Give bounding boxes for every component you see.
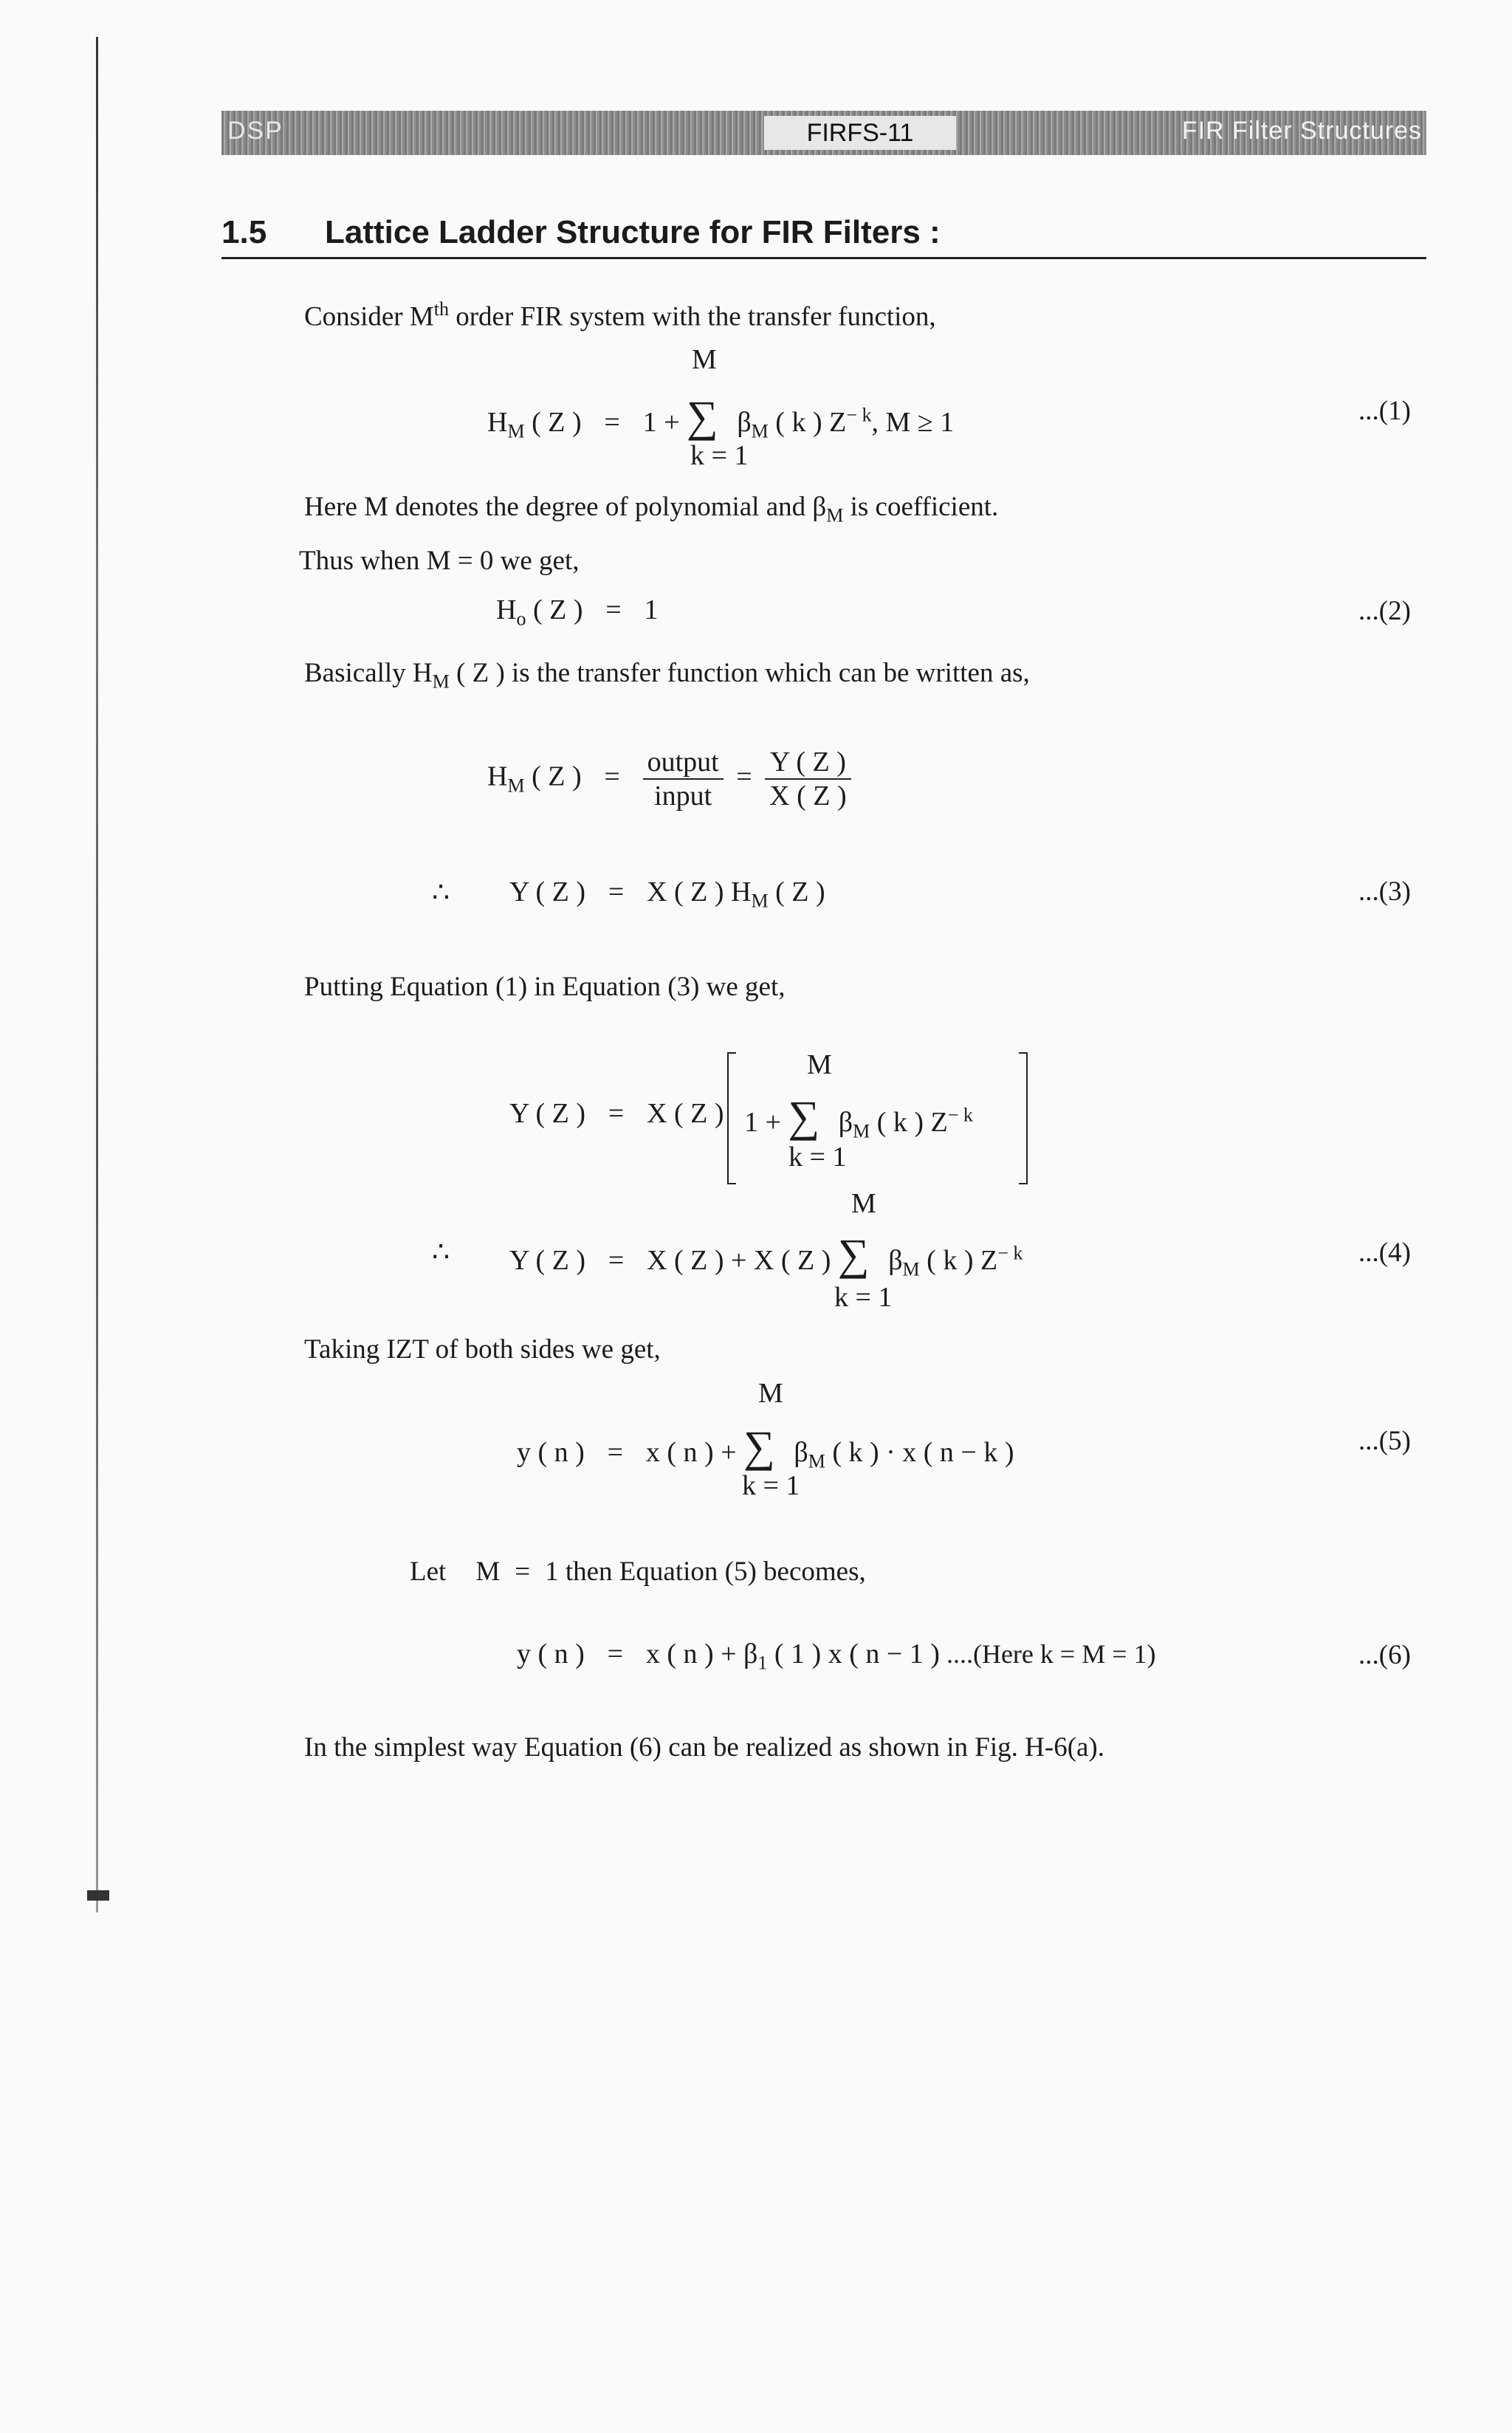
eq-bracket-lower-limit: k = 1 (788, 1142, 847, 1173)
eq5-upper-limit: M (758, 1378, 783, 1409)
eq5-lower-limit: k = 1 (742, 1470, 800, 1501)
equation-3: Y ( Z ) = X ( Z ) $H_M$ ( Z ) (509, 876, 825, 912)
section-rule (221, 257, 1426, 259)
equation-1: $H_M$ ( Z ) = 1 + ∑ $\beta_M$ ( k ) $Z^{- k}$, M ≥ 1 (487, 392, 955, 442)
equation-output-input: $H_M$ ( Z ) = $\frac{\text{output}}{\text{input}}$ = $\frac{Y ( Z )}{X ( Z )}$ (487, 746, 851, 812)
paragraph-degree: Here M denotes the degree of polynomial and $\beta_M$ is coefficient. (304, 492, 999, 526)
equation-2: $H_o$ ( Z ) = 1 (496, 594, 659, 630)
fraction-x: X ( Z ) (769, 780, 847, 811)
eq4-lower-limit: k = 1 (834, 1282, 893, 1313)
right-bracket (1019, 1052, 1028, 1184)
equation-5: y ( n ) = x ( n ) + ∑ $\beta_M$ ( k ) · x ( n − k ) (517, 1422, 1014, 1472)
equation-1-label: ...(1) (1358, 396, 1411, 426)
equation-6: y ( n ) = x ( n ) + $\beta_1$ ( 1 ) x ( n − 1 ) ....(Here k = M = 1) (517, 1638, 1156, 1674)
header-left-label: DSP (227, 117, 284, 145)
eq-bracket-upper-limit: M (807, 1049, 832, 1080)
equation-5-label: ...(5) (1358, 1426, 1411, 1456)
equation-4-label: ...(4) (1358, 1238, 1411, 1268)
binding-margin-mark (87, 1890, 109, 1901)
paragraph-transfer-function: Basically $H_M$ ( Z ) is the transfer function which can be written as, (304, 658, 1030, 693)
paragraph-realization: In the simplest way Equation (6) can be realized as shown in Fig. H-6(a). (304, 1732, 1105, 1763)
equation-3-therefore: ∴ (432, 877, 450, 908)
fraction-input: input (654, 780, 712, 811)
binding-margin-line (96, 37, 98, 1912)
eq4-upper-limit: M (851, 1188, 876, 1219)
paragraph-m-zero: Thus when M = 0 we get, (299, 546, 580, 576)
equation-2-label: ...(2) (1358, 596, 1411, 626)
left-bracket (727, 1052, 736, 1184)
eq1-upper-limit: M (692, 344, 717, 375)
equation-bracket-lhs: Y ( Z ) = X ( Z ) (509, 1098, 724, 1129)
section-number: 1.5 (221, 214, 267, 250)
equation-3-label: ...(3) (1358, 876, 1411, 907)
equation-4: Y ( Z ) = X ( Z ) + X ( Z ) ∑ $\beta_M$ ( k ) $Z^{- k}$ (509, 1230, 1023, 1280)
equation-6-label: ...(6) (1358, 1640, 1411, 1670)
paragraph-izt: Taking IZT of both sides we get, (304, 1334, 661, 1365)
fraction-output: output (643, 746, 724, 780)
header-right-label: FIR Filter Structures (1181, 117, 1422, 145)
equation-4-therefore: ∴ (432, 1237, 450, 1268)
intro-paragraph: Consider Mth order FIR system with the transfer function, (304, 298, 936, 332)
page-header (221, 111, 1426, 155)
header-page-id: FIRFS-11 (764, 116, 956, 150)
paragraph-substitution: Putting Equation (1) in Equation (3) we get, (304, 972, 786, 1002)
eq1-lower-limit: k = 1 (690, 440, 749, 471)
equation-bracket-inner: 1 + ∑ $\beta_M$ ( k ) $Z^{- k}$ (744, 1092, 973, 1142)
paragraph-let-m-one: Let M = 1 then Equation (5) becomes, (410, 1557, 866, 1587)
fraction-y: Y ( Z ) (765, 746, 850, 780)
section-title: Lattice Ladder Structure for FIR Filters : (325, 214, 941, 250)
